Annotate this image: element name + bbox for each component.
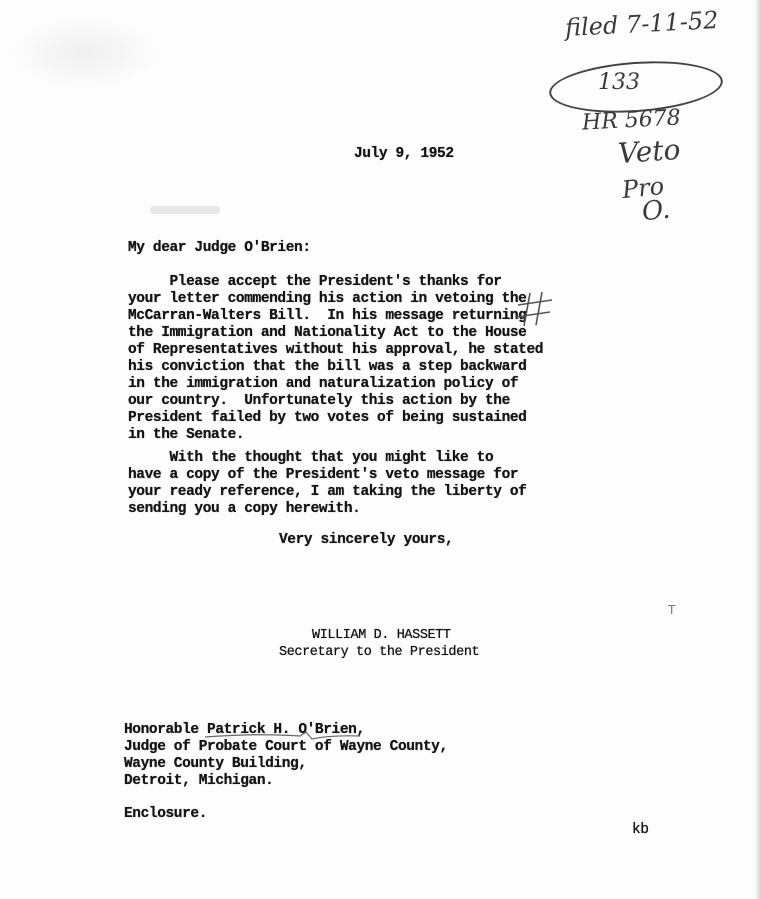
handwritten-underline (205, 732, 360, 739)
letter-date: July 9, 1952 (354, 146, 454, 162)
paragraph-line: have a copy of the President's veto message for (128, 467, 519, 483)
paragraph-line: McCarran-Walters Bill. In his message returning (128, 308, 527, 324)
paragraph-line: his conviction that the bill was a step backward (128, 359, 527, 375)
handwritten-hash-mark (516, 292, 552, 326)
paragraph-line: your letter commending his action in vetoing the (128, 291, 527, 307)
signature-name: WILLIAM D. HASSETT (312, 628, 451, 643)
handwritten-pro-mark: O. (640, 194, 672, 228)
handwritten-veto: Veto (616, 132, 682, 171)
paragraph-line: President failed by two votes of being sustained (128, 410, 527, 426)
typist-initials: kb (632, 822, 649, 838)
address-line: Detroit, Michigan. (124, 773, 274, 789)
signature-title: Secretary to the President (279, 645, 480, 660)
address-line: Wayne County Building, (124, 756, 307, 772)
paragraph-line: our country. Unfortunately this action by the (128, 393, 510, 409)
paragraph-line: the Immigration and Nationality Act to the House (128, 325, 527, 341)
paragraph-line: in the immigration and naturalization policy of (128, 376, 519, 392)
closing: Very sincerely yours, (279, 532, 454, 548)
enclosure-note: Enclosure. (124, 806, 208, 822)
handwritten-filed-note: filed 7-11-52 (564, 6, 720, 42)
handwritten-bill-number: HR 5678 (581, 105, 682, 136)
address-line: Judge of Probate Court of Wayne County, (124, 739, 448, 755)
paragraph-line: Please accept the President's thanks for (128, 274, 502, 290)
paragraph-line: of Representatives without his approval, he stated (128, 342, 544, 358)
paragraph-line: With the thought that you might like to (128, 450, 494, 466)
handwritten-pro: Pro (620, 171, 666, 205)
address-line: Honorable Patrick H. O'Brien, (124, 722, 365, 738)
paragraph-line: your ready reference, I am taking the liberty of (128, 484, 527, 500)
salutation: My dear Judge O'Brien: (128, 240, 311, 256)
paragraph-line: sending you a copy herewith. (128, 501, 361, 517)
stray-mark: T (668, 603, 676, 617)
handwritten-number: 133 (598, 70, 640, 95)
paragraph-line: in the Senate. (128, 427, 245, 443)
